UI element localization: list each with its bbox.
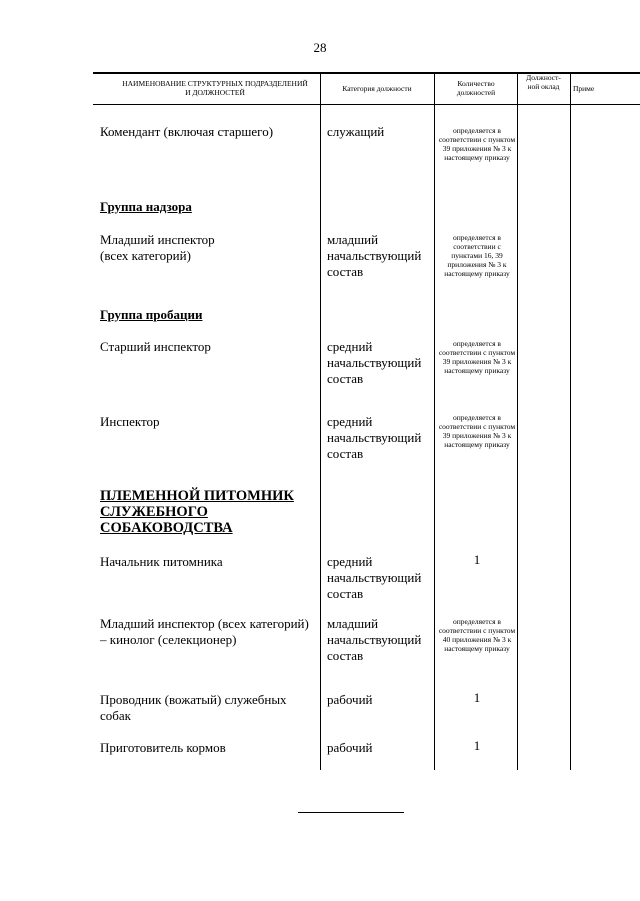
row-category: младший начальствующий состав <box>327 616 422 663</box>
row-category: младший начальствующий состав <box>327 232 422 279</box>
column-divider-3 <box>517 72 518 770</box>
header-quantity: Количество должностей <box>456 79 496 97</box>
row-category: рабочий <box>327 692 373 707</box>
table-header-rule <box>93 104 640 105</box>
row-name: Комендант (включая старшего) <box>100 124 274 139</box>
row-quantity: определяется в соответствии с пунктом 39 приложения № 3 к настоящему приказу <box>438 339 516 375</box>
column-divider-1 <box>320 72 321 770</box>
row-quantity: определяется в соответствии с пунктом 39 приложения № 3 к настоящему приказу <box>438 413 516 449</box>
section-heading: Группа пробации <box>100 307 203 322</box>
row-category: средний начальствующий состав <box>327 339 422 386</box>
footer-separator <box>298 812 404 813</box>
row-name: Проводник (вожатый) служебных собак <box>100 692 287 723</box>
row-quantity: определяется в соответствии с пунктом 40 приложения № 3 к настоящему приказу <box>438 617 516 653</box>
row-category: рабочий <box>327 740 373 755</box>
page-number: 28 <box>313 40 327 55</box>
header-note: Приме <box>573 84 595 93</box>
row-name: Младший инспектор (всех категорий) <box>100 232 215 263</box>
row-category: средний начальствующий состав <box>327 414 422 461</box>
row-quantity: определяется в соответствии с пунктами 16, 39 приложения № 3 к настоящему приказу <box>444 233 510 278</box>
row-name: Приготовитель кормов <box>100 740 226 755</box>
row-quantity: 1 <box>473 738 481 753</box>
row-name: Начальник питомника <box>100 554 223 569</box>
row-quantity: 1 <box>473 552 481 567</box>
section-heading: ПЛЕМЕННОЙ ПИТОМНИК СЛУЖЕБНОГО СОБАКОВОДСТВА <box>100 488 294 536</box>
row-category: служащий <box>327 124 385 139</box>
header-name: НАИМЕНОВАНИЕ СТРУКТУРНЫХ ПОДРАЗДЕЛЕНИЙ И ДОЛЖНОСТЕЙ <box>122 79 308 97</box>
section-heading: Группа надзора <box>100 199 192 214</box>
header-salary: Должност-ной оклад <box>526 73 561 91</box>
row-name: Младший инспектор (всех категорий) – кинолог (селекционер) <box>100 616 309 647</box>
row-category: средний начальствующий состав <box>327 554 422 601</box>
header-category: Категория должности <box>342 84 412 93</box>
row-quantity: определяется в соответствии с пунктом 39 приложения № 3 к настоящему приказу <box>438 126 516 162</box>
row-name: Старший инспектор <box>100 339 211 354</box>
column-divider-4 <box>570 72 571 770</box>
row-quantity: 1 <box>473 690 481 705</box>
row-name: Инспектор <box>100 414 160 429</box>
